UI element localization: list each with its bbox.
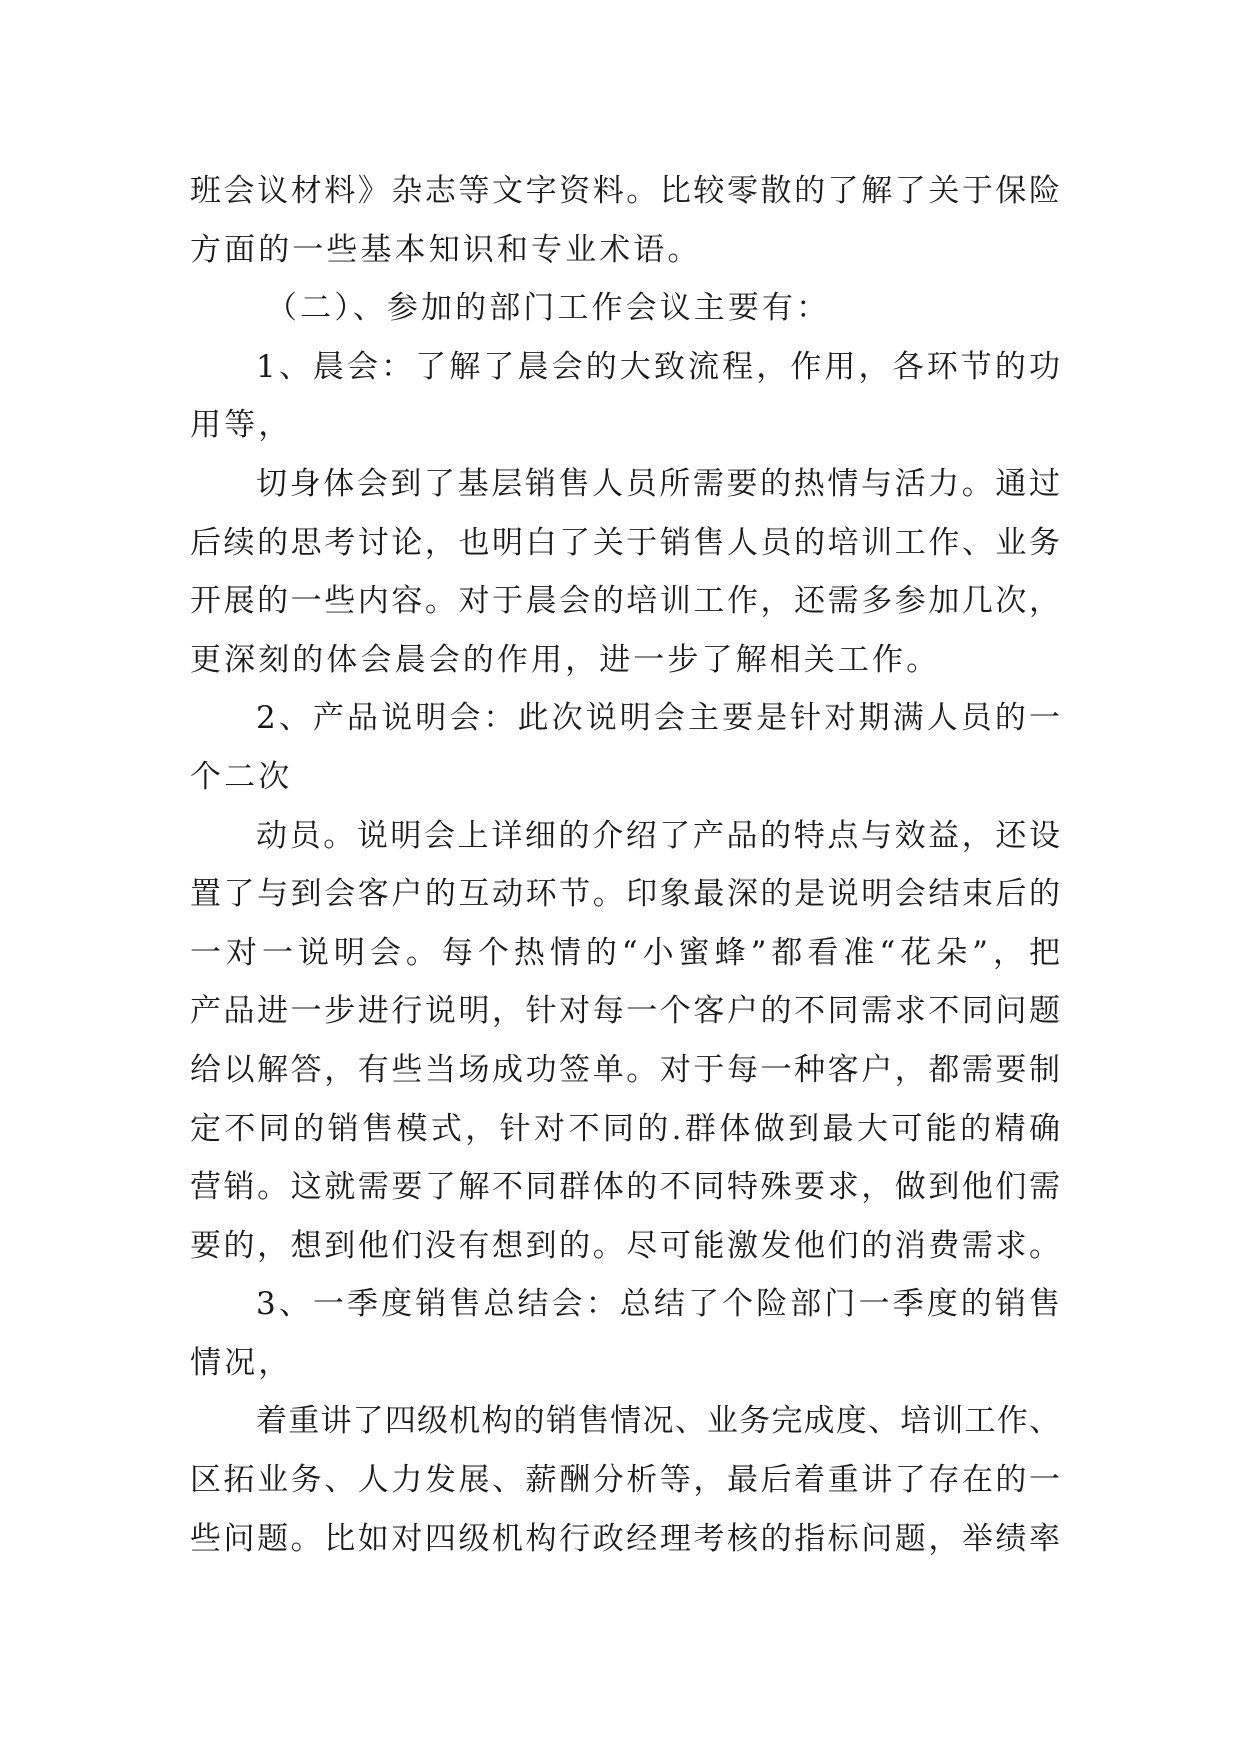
text-line: 营销。这就需要了解不同群体的不同特殊要求，做到他们需 [190,1169,1060,1206]
text-line: 些问题。比如对四级机构行政经理考核的指标问题，举绩率 [190,1520,1060,1557]
text-line: 班会议材料》杂志等文字资料。比较零散的了解了关于保险 [190,173,1060,209]
text-line: 情况， [190,1344,293,1381]
text-line: 更深刻的体会晨会的作用，进一步了解相关工作。 [190,641,941,678]
text-line: 切身体会到了基层销售人员所需要的热情与活力。通过 [256,465,1060,502]
text-line: 1、晨会：了解了晨会的大致流程，作用，各环节的功 [256,348,1060,385]
text-line: 区拓业务、人力发展、薪酬分析等，最后着重讲了存在的一 [190,1462,1060,1499]
text-line: 开展的一些内容。对于晨会的培训工作，还需多参加几次， [190,583,1060,620]
text-line: 后续的思考讨论，也明白了关于销售人员的培训工作、业务 [190,524,1060,561]
text-line: 2、产品说明会：此次说明会主要是针对期满人员的一 [256,700,1060,737]
document-body [190,162,1060,1568]
text-line: 给以解答，有些当场成功签单。对于每一种客户，都需要制 [190,1051,1060,1088]
text-line: 置了与到会客户的互动环节。印象最深的是说明会结束后的 [190,876,1060,913]
text-line: 3、一季度销售总结会：总结了个险部门一季度的销售 [256,1286,1060,1323]
section-heading: （二）、参加的部门工作会议主要有： [266,290,831,327]
text-line: 用等， [190,407,293,444]
text-line: 着重讲了四级机构的销售情况、业务完成度、培训工作、 [256,1403,1060,1440]
text-line: 定不同的销售模式，针对不同的.群体做到最大可能的精确 [190,1110,1060,1147]
text-line: 要的，想到他们没有想到的。尽可能激发他们的消费需求。 [190,1227,1060,1264]
text-line: 方面的一些基本知识和专业术语。 [190,231,702,268]
text-line: 个二次 [190,758,293,795]
text-line: 动员。说明会上详细的介绍了产品的特点与效益，还设 [256,817,1060,854]
text-line: 产品进一步进行说明，针对每一个客户的不同需求不同问题 [190,993,1060,1030]
text-line: 一对一说明会。每个热情的“小蜜蜂”都看准“花朵”，把 [190,934,1060,971]
